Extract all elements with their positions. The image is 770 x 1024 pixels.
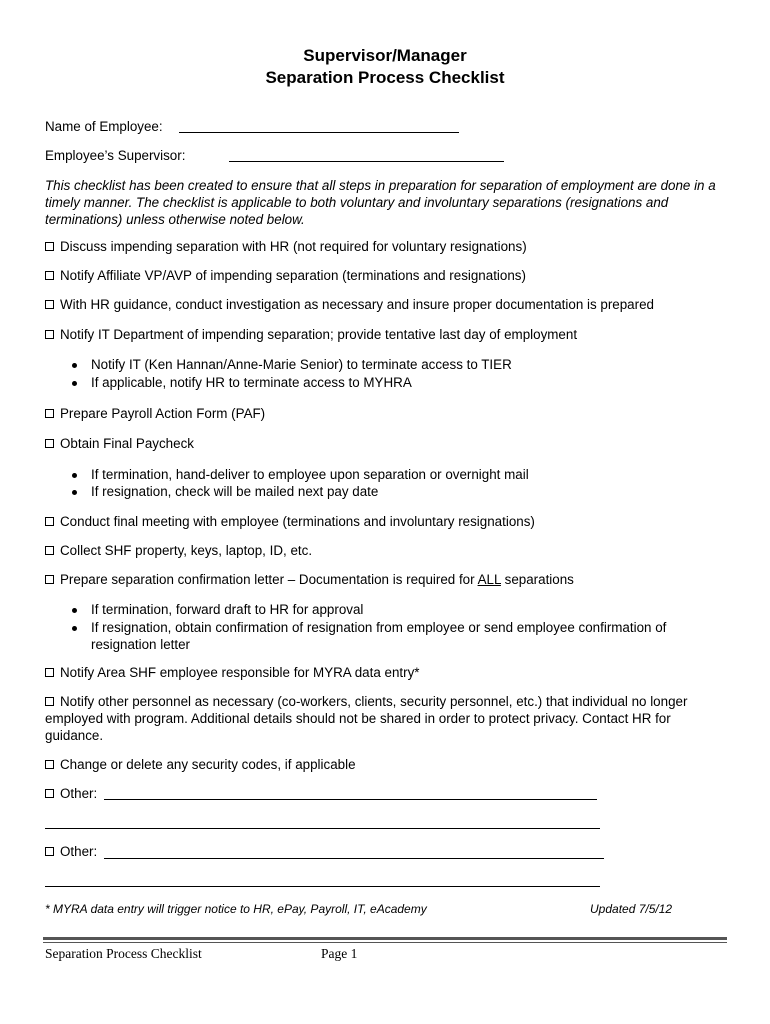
footer-doc-name: Separation Process Checklist	[45, 946, 202, 961]
checkbox[interactable]	[45, 271, 54, 280]
bullet-icon	[72, 490, 77, 495]
intro-text: This checklist has been created to ensure that all steps in preparation for separation of employment are done in a timely manner. The checklist is applicable to both voluntary and involuntary separations (resignations and terminations) unless otherwise noted below.	[45, 178, 716, 227]
supervisor-field[interactable]	[229, 161, 504, 162]
checklist-item-6[interactable]: Obtain Final Paycheck	[45, 435, 194, 452]
checklist-item-9[interactable]: Prepare separation confirmation letter – Documentation is required for ALL separations	[45, 571, 574, 588]
other-field-1-continued[interactable]	[45, 828, 600, 829]
checkbox[interactable]	[45, 760, 54, 769]
checkbox[interactable]	[45, 242, 54, 251]
checklist-item-7[interactable]: Conduct final meeting with employee (terminations and involuntary resignations)	[45, 513, 535, 530]
checkbox[interactable]	[45, 697, 54, 706]
employee-name-label: Name of Employee:	[45, 119, 163, 134]
other-field-2-continued[interactable]	[45, 886, 600, 887]
bullet-icon	[72, 608, 77, 613]
bullet-icon	[72, 473, 77, 478]
footer-divider	[43, 937, 727, 940]
sub-item-resignation-paycheck: If resignation, check will be mailed next pay date	[91, 484, 379, 499]
checklist-item-11[interactable]: Notify other personnel as necessary (co-workers, clients, security personnel, etc.) that individual no longer employed with program. Additional details should not be shared in order to protect privacy. Contact HR for guidance.	[45, 694, 688, 743]
other-item-1[interactable]: Other:	[45, 785, 97, 802]
sub-item-termination-draft: If termination, forward draft to HR for approval	[91, 602, 364, 617]
sub-item-termination-paycheck: If termination, hand-deliver to employee upon separation or overnight mail	[91, 467, 529, 482]
other-item-2[interactable]: Other:	[45, 843, 97, 860]
sub-item-resignation-letter: If resignation, obtain confirmation of resignation from employee or send employee confirmation of resignation letter	[91, 620, 667, 652]
updated-date: Updated 7/5/12	[590, 902, 673, 916]
checklist-item-5[interactable]: Prepare Payroll Action Form (PAF)	[45, 405, 265, 422]
checkbox[interactable]	[45, 517, 54, 526]
bullet-icon	[72, 626, 77, 631]
checklist-item-2[interactable]: Notify Affiliate VP/AVP of impending separation (terminations and resignations)	[45, 267, 526, 284]
checkbox[interactable]	[45, 439, 54, 448]
supervisor-label: Employee’s Supervisor:	[45, 148, 186, 163]
checklist-item-3[interactable]: With HR guidance, conduct investigation as necessary and insure proper documentation is prepared	[45, 296, 654, 313]
checkbox[interactable]	[45, 300, 54, 309]
title-line-2: Separation Process Checklist	[265, 68, 505, 87]
checklist-item-12[interactable]: Change or delete any security codes, if applicable	[45, 756, 356, 773]
checkbox[interactable]	[45, 330, 54, 339]
checkbox[interactable]	[45, 789, 54, 798]
checkbox[interactable]	[45, 546, 54, 555]
title-line-1: Supervisor/Manager	[303, 46, 467, 65]
checkbox[interactable]	[45, 575, 54, 584]
checkbox[interactable]	[45, 668, 54, 677]
footnote-text: * MYRA data entry will trigger notice to HR, ePay, Payroll, IT, eAcademy	[45, 902, 427, 916]
checklist-item-4[interactable]: Notify IT Department of impending separation; provide tentative last day of employment	[45, 326, 577, 343]
checkbox[interactable]	[45, 409, 54, 418]
checkbox[interactable]	[45, 847, 54, 856]
employee-name-field[interactable]	[179, 132, 459, 133]
checklist-item-8[interactable]: Collect SHF property, keys, laptop, ID, etc.	[45, 542, 312, 559]
sub-item-it-tier: Notify IT (Ken Hannan/Anne-Marie Senior) to terminate access to TIER	[91, 357, 512, 372]
bullet-icon	[72, 363, 77, 368]
checklist-item-1[interactable]: Discuss impending separation with HR (not required for voluntary resignations)	[45, 238, 527, 255]
footer-divider-thin	[43, 942, 727, 943]
footer-page-number: Page 1	[321, 946, 358, 961]
bullet-icon	[72, 381, 77, 386]
other-field-2[interactable]	[104, 858, 604, 859]
checklist-item-10[interactable]: Notify Area SHF employee responsible for MYRA data entry*	[45, 664, 419, 681]
other-field-1[interactable]	[104, 799, 597, 800]
sub-item-hr-myhra: If applicable, notify HR to terminate access to MYHRA	[91, 375, 412, 390]
